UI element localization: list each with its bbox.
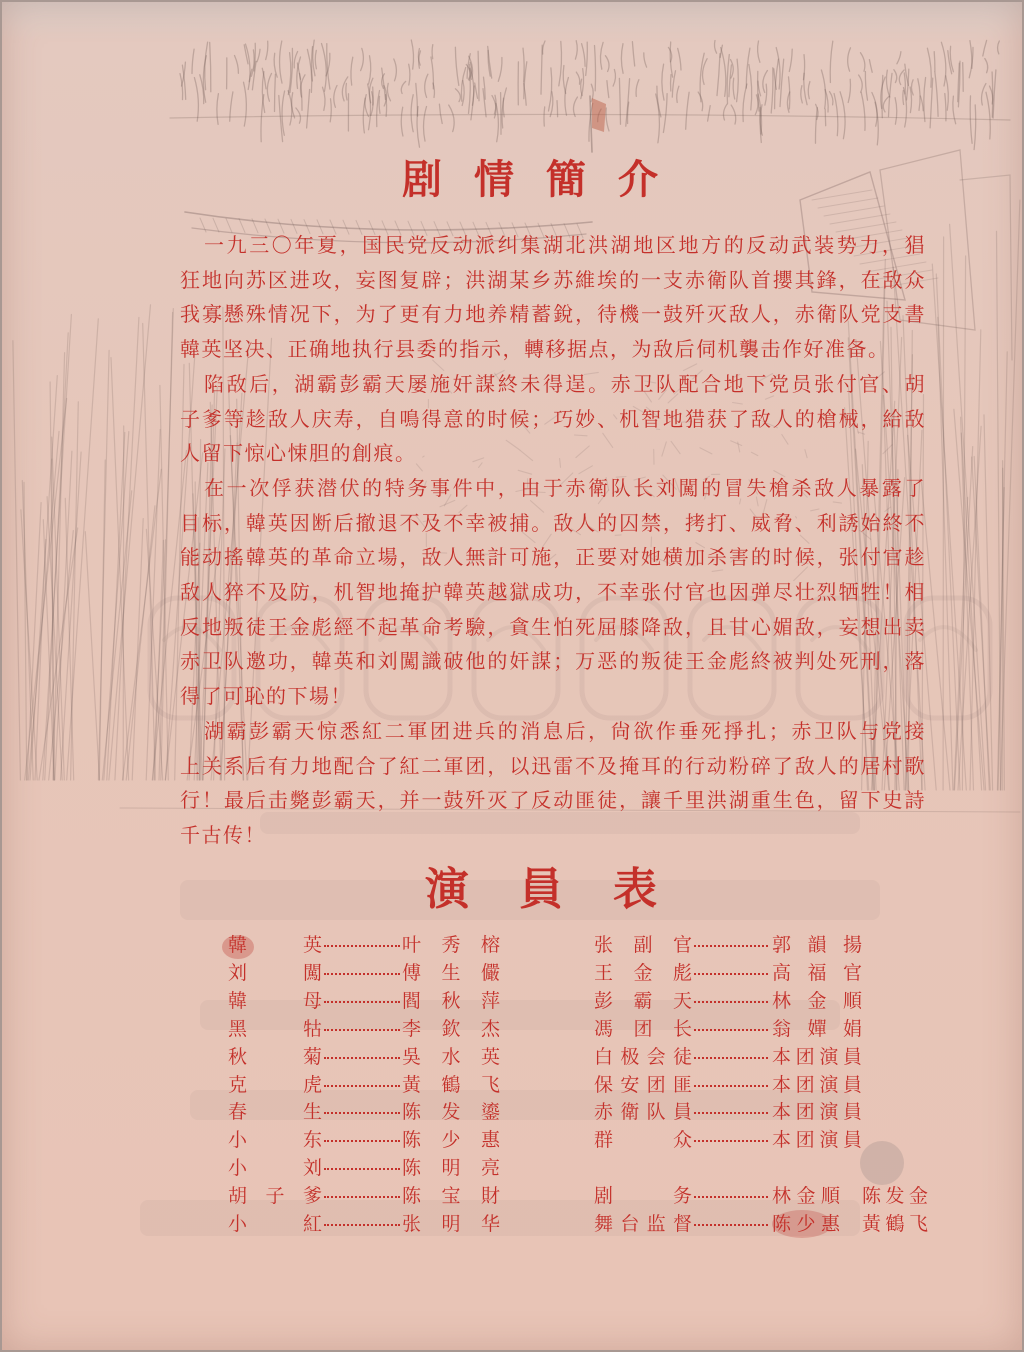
cast-actor: 郭韻揚 (772, 934, 862, 956)
dot-leader (324, 1085, 400, 1087)
dot-leader (694, 1112, 768, 1114)
dot-leader (324, 1029, 400, 1031)
dot-leader (324, 973, 400, 975)
cast-list (0, 932, 1024, 1252)
dot-leader (324, 1168, 400, 1170)
cast-actor: 本团演員 (772, 1129, 862, 1152)
cast-role: 克虎 (228, 1073, 322, 1096)
dot-leader (694, 1224, 768, 1226)
cast-row (0, 1072, 1024, 1100)
crew-name: 黃鶴飞 (862, 1213, 928, 1235)
synopsis-line: 人留下惊心悚胆的創痕。 (180, 441, 417, 466)
synopsis-line: 敌人猝不及防，机智地掩护韓英越獄成功，不幸张付官也因弹尽壮烈牺牲！相 (180, 580, 926, 604)
cast-actor: 陈宝財 (402, 1185, 500, 1208)
dot-leader (694, 1196, 768, 1198)
cast-role: 王金彪 (594, 961, 692, 984)
cast-row (0, 988, 1024, 1016)
synopsis-line: 狂地向苏区进攻，妄图复辟；洪湖某乡苏維埃的一支赤衛队首攖其鋒，在敌众 (180, 267, 926, 292)
cast-role: 张副官 (594, 934, 692, 956)
cast-role: 秋菊 (228, 1045, 322, 1068)
cast-role: 保安团匪 (594, 1073, 692, 1096)
synopsis-line: 千古传！ (180, 822, 266, 847)
dot-leader (694, 1085, 768, 1087)
cast-role: 胡子爹 (228, 1185, 322, 1208)
cast-role: 彭霸天 (594, 989, 692, 1012)
cast-actor: 高福官 (772, 961, 862, 984)
cast-row (0, 1211, 1024, 1239)
cast-actor: 张明华 (402, 1213, 500, 1235)
synopsis-line: 陷敌后，湖霸彭霸天屡施奸謀終未得逞。赤卫队配合地下党员张付官、胡 (204, 371, 926, 396)
dot-leader (324, 1112, 400, 1114)
cast-role: 小刘 (228, 1157, 322, 1180)
dot-leader (694, 945, 768, 947)
cast-row (0, 1127, 1024, 1155)
dot-leader (324, 945, 400, 947)
cast-actor: 林金順 (772, 989, 862, 1012)
cast-title: 演員表 (425, 864, 657, 915)
cast-actor: 李欽杰 (402, 1017, 500, 1040)
synopsis-line: 子爹等趁敌人庆寿，自鳴得意的时候；巧妙、机智地猎获了敌人的槍械，給敌 (180, 406, 926, 431)
cast-role: 白极会徒 (594, 1045, 692, 1068)
cast-row (0, 1044, 1024, 1072)
cast-role: 馮团长 (594, 1017, 692, 1040)
dot-leader (694, 1001, 768, 1003)
cast-actor: 黃鶴飞 (402, 1073, 500, 1096)
cast-actor: 閻秋萍 (402, 989, 500, 1012)
cast-role: 韓母 (228, 989, 322, 1012)
dot-leader (324, 1057, 400, 1059)
synopsis-line: 韓英坚决、正确地执行县委的指示，轉移据点，为敌后伺机襲击作好准备。 (180, 337, 890, 362)
synopsis-line: 赤卫队邀功，韓英和刘闖識破他的奸謀；万恶的叛徒王金彪終被判处死刑，落 (180, 649, 926, 674)
cast-actor: 本团演員 (772, 1101, 862, 1124)
synopsis-line: 上关系后有力地配合了紅二軍团，以迅雷不及掩耳的行动粉碎了敌人的居村歌 (180, 753, 926, 778)
crew-name: 陈少惠 (772, 1213, 840, 1235)
cast-actor: 吳水英 (402, 1045, 500, 1068)
synopsis-line: 反地叛徒王金彪經不起革命考驗，貪生怕死屈膝降敌，且甘心媚敌，妄想出卖 (180, 614, 926, 639)
synopsis-body (180, 228, 926, 858)
crew-role: 剧务 (594, 1185, 692, 1208)
synopsis-line: 目标，韓英因断后撤退不及不幸被捕。敌人的囚禁，拷打、威脅、利誘始終不 (180, 510, 926, 535)
cast-row (0, 1183, 1024, 1211)
dot-leader (324, 1196, 400, 1198)
dot-leader (694, 1140, 768, 1142)
cast-row (0, 1016, 1024, 1044)
cast-role: 小紅 (228, 1213, 322, 1235)
synopsis-line: 能动搖韓英的革命立場，敌人無計可施，正要对她横加杀害的时候，张付官趁 (180, 545, 926, 570)
cast-actor: 叶秀榕 (402, 934, 500, 956)
dot-leader (694, 1029, 768, 1031)
crew-name: 林金順 (772, 1185, 840, 1208)
cast-row (0, 1099, 1024, 1127)
dot-leader (324, 1001, 400, 1003)
dot-leader (324, 1140, 400, 1142)
cast-row (0, 932, 1024, 960)
synopsis-title: 剧情簡介 (402, 156, 658, 203)
dot-leader (324, 1224, 400, 1226)
cast-actor: 陈发鎏 (402, 1101, 500, 1124)
synopsis-line: 在一次俘获潜伏的特务事件中，由于赤衛队长刘闖的冒失槍杀敌人暴露了 (204, 475, 926, 500)
synopsis-line: 我寡懸殊情况下，为了更有力地养精蓄銳，待機一鼓歼灭敌人，赤衛队党支書 (180, 302, 926, 327)
cast-role: 韓英 (228, 934, 322, 956)
cast-actor: 陈明亮 (402, 1157, 500, 1180)
cast-role: 刘闖 (228, 961, 322, 984)
cast-actor: 傅生儼 (402, 961, 500, 984)
synopsis-line: 得了可恥的下場！ (180, 684, 352, 709)
synopsis-line: 湖霸彭霸天惊悉紅二軍团进兵的消息后，尙欲作垂死掙扎；赤卫队与党接 (204, 718, 926, 743)
cast-row (0, 960, 1024, 988)
dot-leader (694, 973, 768, 975)
crew-name: 陈发金 (862, 1185, 928, 1208)
synopsis-line: 一九三〇年夏，国民党反动派纠集湖北洪湖地区地方的反动武装势力，猖 (204, 233, 926, 257)
cast-role: 赤衛队員 (594, 1101, 692, 1124)
cast-actor: 陈少惠 (402, 1129, 500, 1152)
cast-row (0, 1155, 1024, 1183)
cast-actor: 翁嬋娟 (772, 1017, 862, 1040)
cast-role: 黑牯 (228, 1017, 322, 1040)
cast-role: 小东 (228, 1129, 322, 1152)
cast-role: 群众 (594, 1129, 692, 1152)
synopsis-line: 行！最后击斃彭霸天，并一鼓歼灭了反动匪徒，讓千里洪湖重生色，留下史詩 (180, 788, 926, 813)
crew-role: 舞台监督 (594, 1213, 692, 1235)
grass-band (170, 40, 1010, 150)
dot-leader (694, 1057, 768, 1059)
cast-role: 春生 (228, 1101, 322, 1124)
cast-actor: 本团演員 (772, 1045, 862, 1068)
cast-actor: 本团演員 (772, 1073, 862, 1096)
